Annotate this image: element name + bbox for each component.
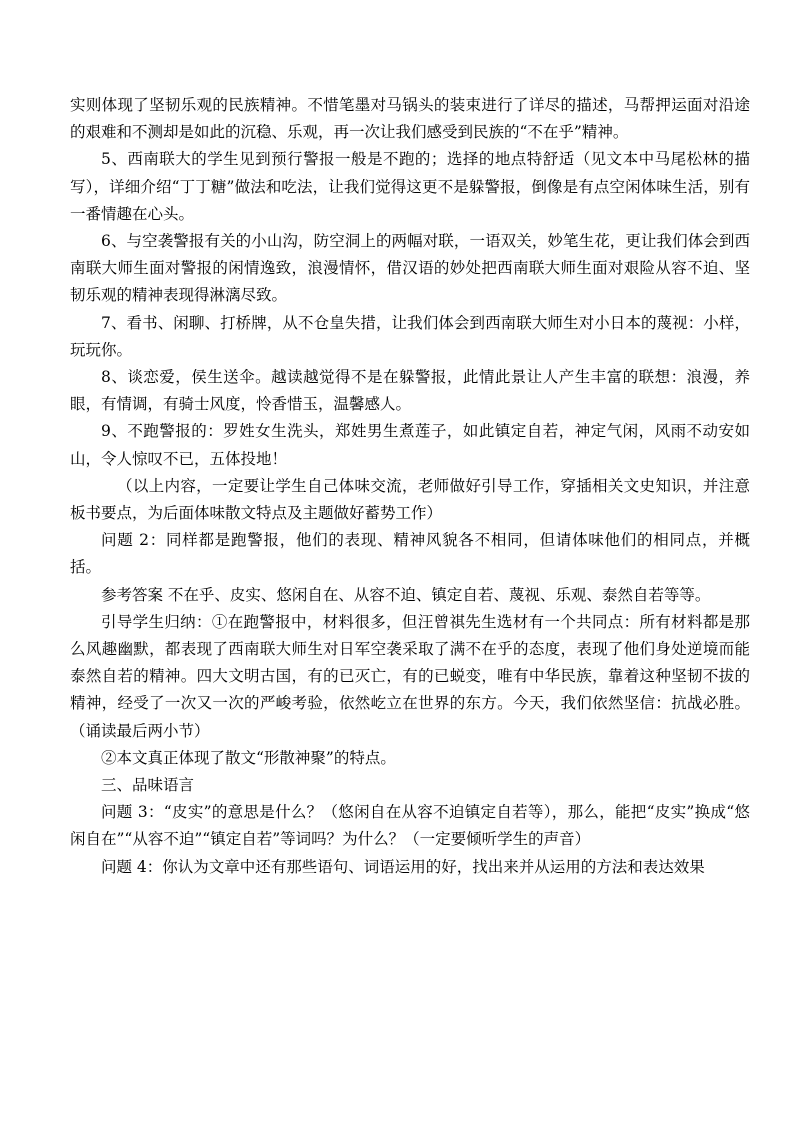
paragraph-question-3: 问题 3：“皮实”的意思是什么？（悠闲自在从容不迫镇定自若等），那么，能把“皮实”换成“悠闲自在”“从容不迫”“镇定自若”等词吗？为什么？（一定要倾听学生的声音） — [70, 803, 750, 849]
paragraph-reference-answer: 参考答案 不在乎、皮实、悠闲自在、从容不迫、镇定自若、蔑视、乐观、泰然自若等等。 — [101, 585, 711, 604]
paragraph-summary-1: 引导学生归纳：①在跑警报中，材料很多，但汪曾祺先生选材有一个共同点：所有材料都是那么风趣幽默，都表现了西南联大师生对日军空袭采取了满不在乎的态度，表现了他们身处逆境而能泰然自若的精神。四大文明古国，有的已灭亡，有的已蜕变，唯有中华民族，靠着这种坚韧不拔的精神，经受了一次又一次的严峻考验，依然屹立在世界的东方。今天，我们依然坚信：抗战必胜。（诵读最后两小节） — [70, 612, 750, 740]
paragraph-continuation: 实则体现了坚韧乐观的民族精神。不惜笔墨对马锅头的装束进行了详尽的描述，马帮押运面对沿途的艰难和不测却是如此的沉稳、乐观，再一次让我们感受到民族的“不在乎”精神。 — [70, 96, 750, 142]
paragraph-item-7: 7、看书、闲聊、打桥牌，从不仓皇失措，让我们体会到西南联大师生对小日本的蔑视：小样，玩玩你。 — [70, 313, 750, 359]
section-heading-language: 三、品味语言 — [101, 776, 195, 795]
paragraph-item-6: 6、与空袭警报有关的小山沟，防空洞上的两幅对联，一语双关，妙笔生花，更让我们体会到西南联大师生面对警报的闲情逸致，浪漫情怀，借汉语的妙处把西南联大师生面对艰险从容不迫、坚韧乐观的精神表现得淋漓尽致。 — [70, 232, 750, 305]
paragraph-question-2: 问题 2：同样都是跑警报，他们的表现、精神风貌各不相同，但请体味他们的相同点，并概括。 — [70, 531, 750, 577]
paragraph-question-4: 问题 4：你认为文章中还有那些语句、词语运用的好，找出来并从运用的方法和表达效果 — [101, 857, 705, 876]
paragraph-item-5: 5、西南联大的学生见到预行警报一般是不跑的；选择的地点特舒适（见文本中马尾松林的描写），详细介绍“丁丁糖”做法和吃法，让我们觉得这更不是躲警报，倒像是有点空闲体味生活，别有一番情趣在心头。 — [70, 150, 750, 223]
paragraph-item-9: 9、不跑警报的：罗姓女生洗头，郑姓男生煮莲子，如此镇定自若，神定气闲，风雨不动安如山，令人惊叹不已，五体投地！ — [70, 422, 750, 468]
document-body — [70, 92, 750, 881]
paragraph-teacher-note: （以上内容，一定要让学生自己体味交流，老师做好引导工作，穿插相关文史知识，并注意板书要点，为后面体味散文特点及主题做好蓄势工作） — [70, 476, 750, 523]
paragraph-summary-2: ②本文真正体现了散文“形散神聚”的特点。 — [101, 748, 396, 767]
paragraph-item-8: 8、谈恋爱，侯生送伞。越读越觉得不是在躲警报，此情此景让人产生丰富的联想：浪漫，养眼，有情调，有骑士风度，怜香惜玉，温馨感人。 — [70, 368, 750, 414]
